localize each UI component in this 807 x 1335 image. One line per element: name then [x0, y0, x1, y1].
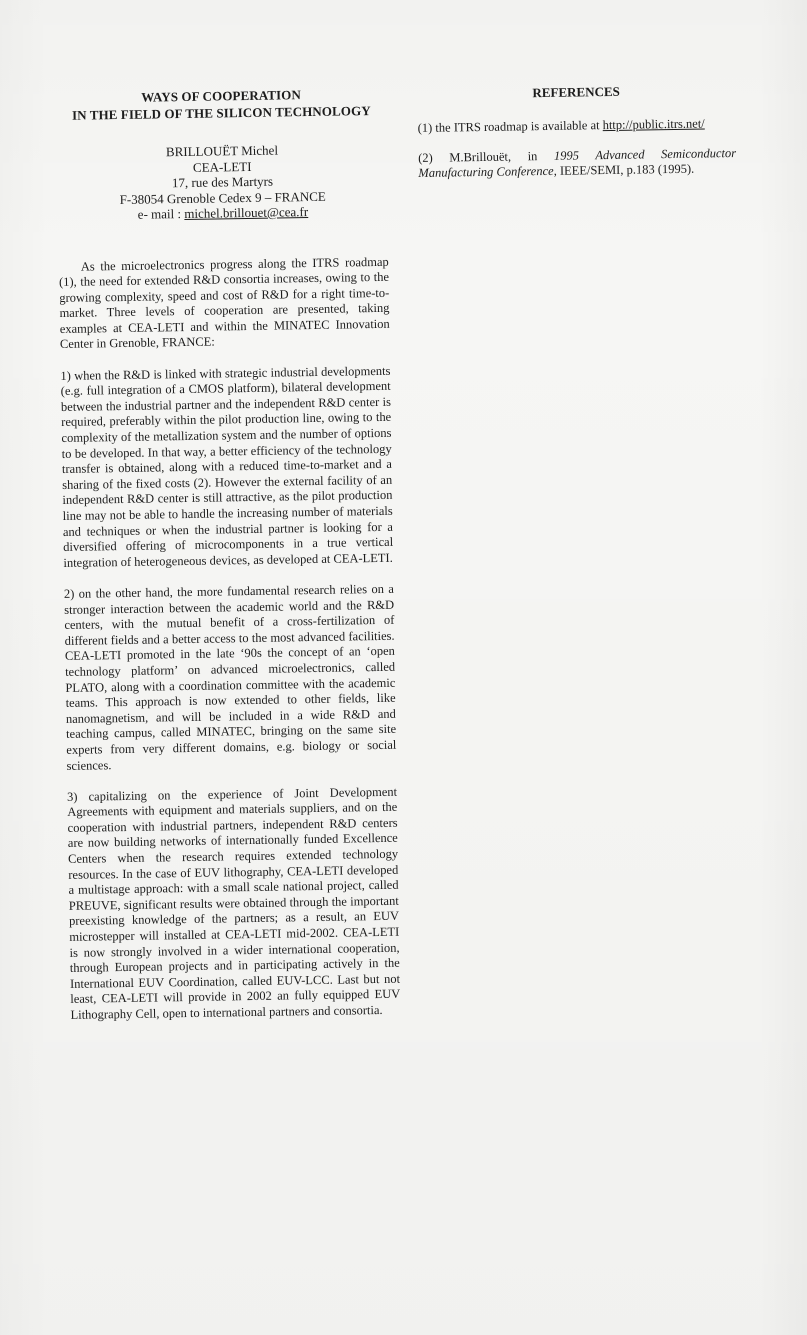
abstract-point-3: 3) capitalizing on the experience of Joint Development Agreements with equipment and materials suppliers, and on the cooperation with industrial partners, independent R&D centers are now building networks of internationally funded Excellence Centers when the research requires extended technology resources. In the case of EUV lithography, CEA-LETI developed a multistage approach: with a small scale national project, called PREUVE, significant results were obtained through the important preexisting knowledge of the partners; as a result, an EUV microstepper will installed at CEA-LETI mid-2002. CEA-LETI is now strongly involved in a wider international cooperation, through European projects and in participating actively in the International EUV Coordination, called EUV-LCC. Last but not least, CEA-LETI will provide in 2002 an fully equipped EUV Lithography Cell, open to international partners and consortia.	[66, 784, 401, 1022]
abstract-intro: As the microelectronics progress along the ITRS roadmap (1), the need for extended R&D consortia increases, owing to the growing complexity, speed and cost of R&D for a right time-to-market. Three levels of cooperation are presented, taking examples at CEA-LETI and within the MINATEC Innovation Center in Grenoble, FRANCE:	[58, 254, 390, 352]
paper-title	[56, 85, 386, 124]
author-block	[57, 141, 388, 224]
abstract-point-1: 1) when the R&D is linked with strategic industrial developments (e.g. full integration of a CMOS platform), bilateral development between the industrial partner and the independent R&D center is required, preferably within the pilot production line, owing to the complexity of the metallization system and the number of options to be developed. In that way, a better efficiency of the technology transfer is obtained, along with a reduced time-to-market and a sharing of the fixed costs (2). However the external facility of an independent R&D center is still attractive, as the pilot production line may not be able to handle the increasing number of materials and techniques or when the industrial partner is looking for a diversified offering of microcomponents in a true vertical integration of heterogeneous devices, as developed at CEA-LETI.	[60, 363, 394, 570]
reference-2	[418, 145, 736, 181]
email-link[interactable]: michel.brillouet@cea.fr	[184, 204, 309, 221]
reference-1-link[interactable]: http://public.itrs.net/	[602, 116, 705, 133]
reference-2-suffix: , IEEE/SEMI, p.183 (1995).	[553, 161, 695, 178]
references-column	[417, 81, 736, 181]
reference-1-text: (1) the ITRS roadmap is available at	[417, 118, 603, 135]
reference-2-prefix: (2) M.Brillouët, in	[418, 148, 555, 165]
reference-2-conference: 1995 Advanced Semiconductor Manufacturing Conference	[418, 145, 737, 180]
abstract-body	[59, 254, 401, 1023]
abstract-point-2: 2) on the other hand, the more fundamental research relies on a stronger interaction between the academic world and the R&D centers, with the mutual benefit of a cross-fertilization of different fields and a better access to the most advanced facilities. CEA-LETI promoted in the late ‘90s the concept of an ‘open technology platform’ on advanced microelectronics, called PLATO, along with a coordination committee with the academic teams. This approach is now extended to other fields, like nanomagnetism, and will be included in a wide R&D and teaching campus, called MINATEC, bringing on the same site experts from very different domains, e.g. biology or social sciences.	[63, 581, 397, 773]
address-city: F-38054 Grenoble Cedex 9 – FRANCE	[119, 188, 326, 207]
abstract-column	[56, 85, 401, 1039]
author-name: BRILLOUËT Michel	[165, 142, 279, 160]
affiliation: CEA-LETI	[192, 158, 252, 175]
email-label: e- mail :	[137, 206, 185, 222]
title-line-1: WAYS OF COOPERATION	[141, 87, 302, 105]
title-line-2: IN THE FIELD OF THE SILICON TECHNOLOGY	[71, 103, 371, 123]
reference-1	[418, 116, 736, 136]
references-heading: REFERENCES	[532, 83, 620, 101]
address-street: 17, rue des Martyrs	[171, 173, 274, 191]
